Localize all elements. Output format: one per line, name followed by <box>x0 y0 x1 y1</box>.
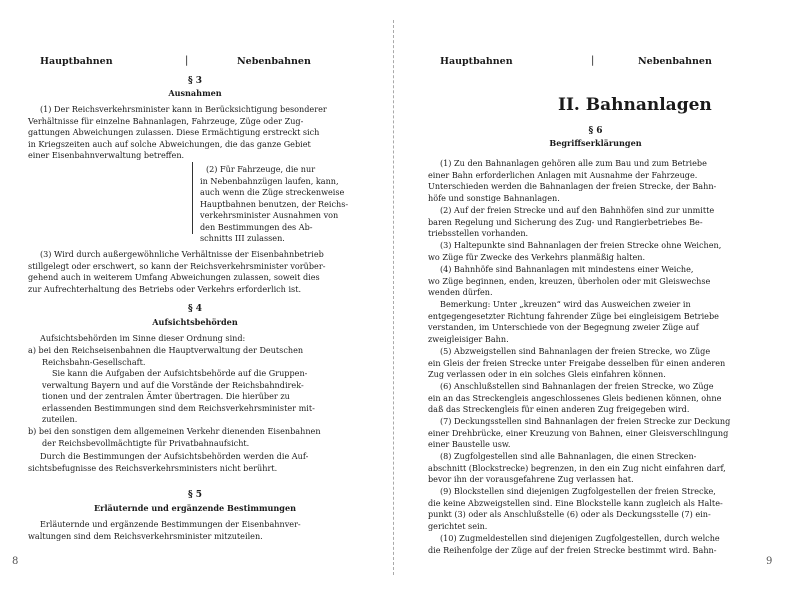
text-line: verstanden, im Unterschiede von der Begegnung zweier Züge auf <box>428 322 699 332</box>
text-line: höfe und sonstige Bahnanlagen. <box>428 192 560 203</box>
part-title: II. Bahnanlagen <box>558 95 712 115</box>
text-line: zweigleisiger Bahn. <box>428 333 509 344</box>
section-4-title: Aufsichtsbehörden <box>152 317 238 327</box>
section-4-number: § 4 <box>187 304 203 314</box>
text-line: waltungen sind dem Reichsverkehrsminister mitzuteilen. <box>28 530 263 541</box>
text-line: b) bei den sonstigen dem allgemeinen Verkehr dienenden Eisenbahnen <box>28 426 321 436</box>
text-line: Reichsbahn-Gesellschaft. <box>42 356 146 367</box>
text-line: in Nebenbahnzügen laufen, kann, <box>200 175 339 186</box>
text-line: (1) Zu den Bahnanlagen gehören alle zum Bau und zum Betriebe <box>440 158 707 168</box>
text-line: gattungen Abweichungen zulassen. Diese Ermächtigung erstreckt sich <box>28 127 320 137</box>
text-line: Verhältnisse für einzelne Bahnanlagen, Fahrzeuge, Züge oder Zug- <box>28 115 304 126</box>
section-5-title: Erläuternde und ergänzende Bestimmungen <box>94 503 296 513</box>
text-line: (3) Wird durch außergewöhnliche Verhältnisse der Eisenbahnbetrieb <box>40 249 324 259</box>
column-rule <box>192 162 193 234</box>
text-line: entgegengesetzter Richtung fahrender Züge bei eingleisigem Betriebe <box>428 310 719 321</box>
text-line: zuteilen. <box>42 414 78 424</box>
text-line: (2) Für Fahrzeuge, die nur <box>206 164 316 174</box>
text-line: die keine Abzweigstellen sind. Eine Blockstelle kann zugleich als Halte- <box>428 497 723 508</box>
header-right-nebenbahnen: Nebenbahnen <box>237 56 311 67</box>
text-line: punkt (3) oder als Anschlußstelle (6) oder als Deckungsstelle (7) ein- <box>428 509 711 519</box>
text-line: Durch die Bestimmungen der Aufsichtsbehörden werden die Auf- <box>40 451 309 461</box>
text-line: (6) Anschlußstellen sind Bahnanlagen der freien Strecke, wo Züge <box>440 381 714 391</box>
text-line: gerichtet sein. <box>428 520 488 531</box>
text-line: wo Züge für Zwecke des Verkehrs planmäßig halten. <box>428 251 646 262</box>
header-right-nebenbahnen: Nebenbahnen <box>638 56 712 67</box>
section-4-intro: Aufsichtsbehörden im Sinne dieser Ordnung sind: <box>40 333 246 343</box>
text-line: (8) Zugfolgestellen sind alle Bahnanlagen, die einen Strecken- <box>440 451 697 461</box>
text-line: sichtsbefugnisse des Reichsverkehrsministers nicht berührt. <box>28 462 278 473</box>
text-line: Zug verlassen oder in ein solches Gleis einfahren können. <box>428 369 666 379</box>
text-line: einer Baustelle usw. <box>428 439 511 449</box>
text-line: in Kriegszeiten auch auf solche Abweichungen, die das ganze Gebiet <box>28 138 311 149</box>
text-line: (10) Zugmeldestellen sind diejenigen Zugfolgestellen, durch welche <box>440 533 720 543</box>
section-3-number: § 3 <box>187 76 203 86</box>
text-line: Unterschieden werden die Bahnanlagen der freien Strecke, der Bahn- <box>428 181 717 191</box>
text-line: (5) Abzweigstellen sind Bahnanlagen der freien Strecke, wo Züge <box>440 346 711 356</box>
text-line: erlassenden Bestimmungen sind dem Reichsverkehrsminister mit- <box>42 402 315 413</box>
header-separator: | <box>591 55 595 66</box>
text-line: Bemerkung: Unter „kreuzen“ wird das Ausweichen zweier in <box>440 299 691 309</box>
text-line: zur Aufrechterhaltung des Betriebs oder Verkehrs erforderlich ist. <box>28 283 302 294</box>
text-line: der Reichsbevollmächtigte für Privatbahnaufsicht. <box>42 437 250 448</box>
page-number-right: 9 <box>766 556 773 567</box>
header-separator: | <box>185 55 189 66</box>
right-page <box>398 0 793 595</box>
text-line: einer Drehbrücke, einer Kreuzung von Bahnen, einer Gleisverschlingung <box>428 427 729 438</box>
section-5-number: § 5 <box>187 490 203 500</box>
text-line: auch wenn die Züge streckenweise <box>200 187 345 197</box>
text-line: verkehrsminister Ausnahmen von <box>200 210 339 220</box>
text-line: schnitts III zulassen. <box>200 233 285 243</box>
text-line: (1) Der Reichsverkehrsminister kann in Berücksichtigung besonderer <box>40 104 327 114</box>
text-line: gehend auch in weiterem Umfang Abweichungen zulassen, soweit dies <box>28 272 320 282</box>
text-line: baren Regelung und Sicherung des Zug- und Rangierbetriebes Be- <box>428 216 703 227</box>
text-line: stillgelegt oder erschwert, so kann der Reichsverkehrsminister vorüber- <box>28 260 326 271</box>
text-line: (4) Bahnhöfe sind Bahnanlagen mit mindestens einer Weiche, <box>440 264 694 274</box>
text-line: Erläuternde und ergänzende Bestimmungen der Eisenbahnver- <box>40 519 301 529</box>
page-number-left: 8 <box>12 556 19 567</box>
header-left-hauptbahnen: Hauptbahnen <box>440 56 513 67</box>
text-line: bevor ihn der vorausgefahrene Zug verlassen hat. <box>428 474 634 484</box>
text-line: verwaltung Bayern und auf die Vorstände der Reichsbahndirek- <box>42 379 304 390</box>
section-6-title: Begriffserklärungen <box>549 138 642 148</box>
text-line: wo Züge beginnen, enden, kreuzen, überholen oder mit Gleiswechse <box>428 275 711 286</box>
text-line: ein an das Streckengleis angeschlossenes Gleis bedienen können, ohne <box>428 392 722 403</box>
text-line: Sie kann die Aufgaben der Aufsichtsbehörde auf die Gruppen- <box>52 368 308 378</box>
text-line: wenden dürfen. <box>428 287 493 297</box>
text-line: die Reihenfolge der Züge auf der freien Strecke bestimmt wird. Bahn- <box>428 544 717 555</box>
text-line: (2) Auf der freien Strecke und auf den Bahnhöfen sind zur unmitte <box>440 205 715 215</box>
left-page <box>0 0 390 595</box>
text-line: Hauptbahnen benutzen, der Reichs- <box>200 198 349 209</box>
text-line: (9) Blockstellen sind diejenigen Zugfolgestellen der freien Strecke, <box>440 486 716 496</box>
section-3-title: Ausnahmen <box>168 88 222 98</box>
header-left-hauptbahnen: Hauptbahnen <box>40 56 113 67</box>
text-line: a) bei den Reichseisenbahnen die Hauptverwaltung der Deutschen <box>28 345 304 355</box>
text-line: (3) Haltepunkte sind Bahnanlagen der freien Strecke ohne Weichen, <box>440 240 722 250</box>
section-6-number: § 6 <box>588 126 603 136</box>
text-line: tionen und der zentralen Ämter übertragen. Die hierüber zu <box>42 391 290 401</box>
text-line: ein Gleis der freien Strecke unter Freigabe desselben für einen anderen <box>428 357 726 368</box>
text-line: daß das Streckengleis für einen anderen Zug freigegeben wird. <box>428 404 690 414</box>
text-line: den Bestimmungen des Ab- <box>200 221 313 232</box>
page-divider <box>393 20 394 575</box>
text-line: triebsstellen vorhanden. <box>428 228 529 238</box>
text-line: (7) Deckungsstellen sind Bahnanlagen der freien Strecke zur Deckung <box>440 416 731 426</box>
text-line: einer Bahn erforderlichen Anlagen mit Ausnahme der Fahrzeuge. <box>428 169 698 180</box>
text-line: abschnitt (Blockstrecke) begrenzen, in den ein Zug nicht einfahren darf, <box>428 462 726 473</box>
text-line: einer Eisenbahnverwaltung betreffen. <box>28 150 185 160</box>
